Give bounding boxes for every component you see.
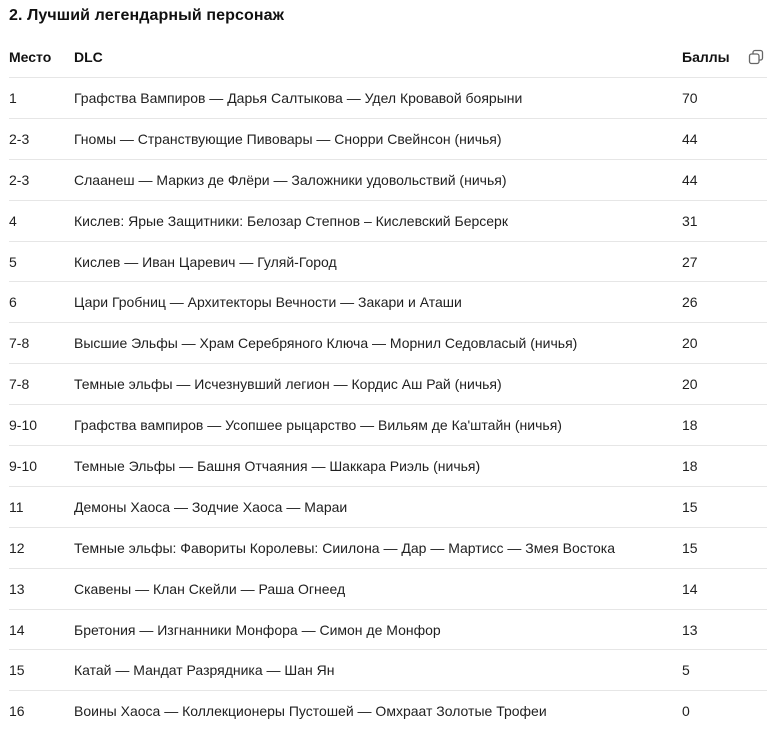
row-dlc: Темные Эльфы — Башня Отчаяния — Шаккара Риэль (ничья) xyxy=(74,458,481,475)
row-points: 0 xyxy=(682,703,690,720)
row-place: 1 xyxy=(9,90,17,106)
row-place: 9-10 xyxy=(9,458,38,475)
row-points: 44 xyxy=(682,130,698,147)
table-row xyxy=(9,610,767,651)
table-row xyxy=(9,405,767,446)
row-place: 12 xyxy=(9,539,25,556)
row-dlc: Воины Хаоса — Коллекционеры Пустошей — Омхраат Золотые Трофеи xyxy=(74,703,547,720)
row-place: 5 xyxy=(9,253,17,270)
row-place: 6 xyxy=(9,294,17,311)
row-place: 14 xyxy=(9,621,25,638)
row-points: 18 xyxy=(682,417,698,434)
row-points: 44 xyxy=(682,171,698,188)
row-points: 26 xyxy=(682,294,698,311)
table-row xyxy=(9,323,767,364)
section-title: 2. Лучший легендарный персонаж xyxy=(9,7,285,24)
table-row xyxy=(9,119,767,160)
row-dlc: Темные эльфы: Фавориты Королевы: Сиилона — Дар — Мартисс — Змея Востока xyxy=(74,539,616,556)
row-place: 13 xyxy=(9,580,25,597)
row-points: 13 xyxy=(682,621,698,638)
ranking-table xyxy=(9,37,767,732)
table-row xyxy=(9,446,767,487)
row-points: 18 xyxy=(682,458,698,475)
row-dlc: Слаанеш — Маркиз де Флёри — Заложники удовольствий (ничья) xyxy=(74,171,507,188)
row-dlc: Бретония — Изгнанники Монфора — Симон де Монфор xyxy=(74,621,441,638)
row-dlc: Скавены — Клан Скейли — Раша Огнеед xyxy=(74,580,346,597)
row-place: 15 xyxy=(9,662,25,679)
table-row xyxy=(9,201,767,242)
row-place: 9-10 xyxy=(9,417,38,434)
row-place: 11 xyxy=(9,498,24,515)
row-dlc: Кислев: Ярые Защитники: Белозар Степнов – Кислевский Берсерк xyxy=(74,212,508,229)
row-dlc: Катай — Мандат Разрядника — Шан Ян xyxy=(74,662,335,679)
table-row xyxy=(9,364,767,405)
header-place: Место xyxy=(9,49,52,65)
row-dlc: Кислев — Иван Царевич — Гуляй-Город xyxy=(74,253,337,270)
row-dlc: Графства Вампиров — Дарья Салтыкова — Удел Кровавой боярыни xyxy=(74,90,523,106)
table-row xyxy=(9,78,767,119)
row-dlc: Графства вампиров — Усопшее рыцарство — Вильям де Ка'штайн (ничья) xyxy=(74,417,562,434)
row-points: 20 xyxy=(682,376,698,393)
row-place: 7-8 xyxy=(9,335,30,352)
row-dlc: Высшие Эльфы — Храм Серебряного Ключа — Морнил Седовласый (ничья) xyxy=(74,335,578,352)
table-row xyxy=(9,487,767,528)
table-row xyxy=(9,242,767,283)
row-points: 14 xyxy=(682,580,698,597)
row-points: 5 xyxy=(682,662,690,679)
row-points: 31 xyxy=(682,212,698,229)
row-place: 2-3 xyxy=(9,171,30,188)
row-points: 15 xyxy=(682,539,698,556)
row-place: 16 xyxy=(9,703,25,720)
table-row xyxy=(9,528,767,569)
row-place: 7-8 xyxy=(9,376,30,393)
copy-icon[interactable] xyxy=(748,49,764,65)
row-points: 15 xyxy=(682,498,698,515)
row-points: 20 xyxy=(682,335,698,352)
table-body xyxy=(9,78,767,732)
table-row xyxy=(9,691,767,732)
table-row xyxy=(9,569,767,610)
row-dlc: Цари Гробниц — Архитекторы Вечности — Закари и Аташи xyxy=(74,294,462,311)
row-dlc: Демоны Хаоса — Зодчие Хаоса — Мараи xyxy=(74,498,348,515)
table-header-row xyxy=(9,37,767,78)
row-place: 4 xyxy=(9,212,17,229)
table-row xyxy=(9,282,767,323)
row-dlc: Темные эльфы — Исчезнувший легион — Кордис Аш Рай (ничья) xyxy=(74,376,502,393)
row-points: 70 xyxy=(682,90,698,106)
header-points: Баллы xyxy=(682,49,730,65)
header-dlc: DLC xyxy=(74,49,103,65)
row-points: 27 xyxy=(682,253,698,270)
table-row xyxy=(9,650,767,691)
row-dlc: Гномы — Странствующие Пивовары — Снорри Свейнсон (ничья) xyxy=(74,130,502,147)
table-row xyxy=(9,160,767,201)
row-place: 2-3 xyxy=(9,130,30,147)
